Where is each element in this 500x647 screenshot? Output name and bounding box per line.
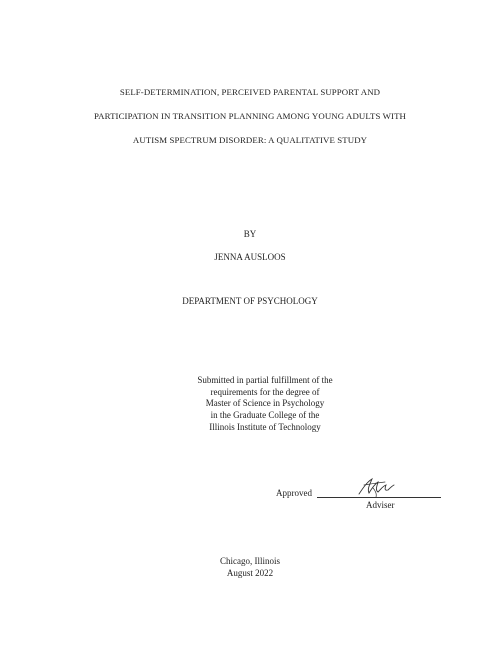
submission-line: requirements for the degree of bbox=[210, 386, 320, 397]
author-name: JENNA AUSLOOS bbox=[214, 252, 286, 262]
submission-line: in the Graduate College of the bbox=[210, 410, 320, 421]
title-line: PARTICIPATION IN TRANSITION PLANNING AMONG YOUNG ADULTS WITH bbox=[94, 111, 406, 121]
submission-statement bbox=[0, 375, 500, 434]
department-name: DEPARTMENT OF PSYCHOLOGY bbox=[182, 296, 318, 306]
adviser-signature bbox=[355, 476, 397, 498]
adviser-label: Adviser bbox=[366, 500, 395, 510]
location: Chicago, Illinois bbox=[220, 556, 280, 566]
submission-line: Master of Science in Psychology bbox=[205, 398, 325, 409]
submission-line: Submitted in partial fulfillment of the bbox=[197, 375, 333, 385]
by-label: BY bbox=[243, 229, 257, 239]
approved-label: Approved bbox=[276, 488, 312, 498]
submission-line: Illinois Institute of Technology bbox=[209, 421, 321, 432]
submission-date: August 2022 bbox=[226, 568, 274, 578]
title-line: AUTISM SPECTRUM DISORDER: A QUALITATIVE STUDY bbox=[132, 135, 368, 145]
thesis-title bbox=[0, 80, 500, 152]
title-line: SELF-DETERMINATION, PERCEIVED PARENTAL SUPPORT AND bbox=[119, 87, 381, 97]
